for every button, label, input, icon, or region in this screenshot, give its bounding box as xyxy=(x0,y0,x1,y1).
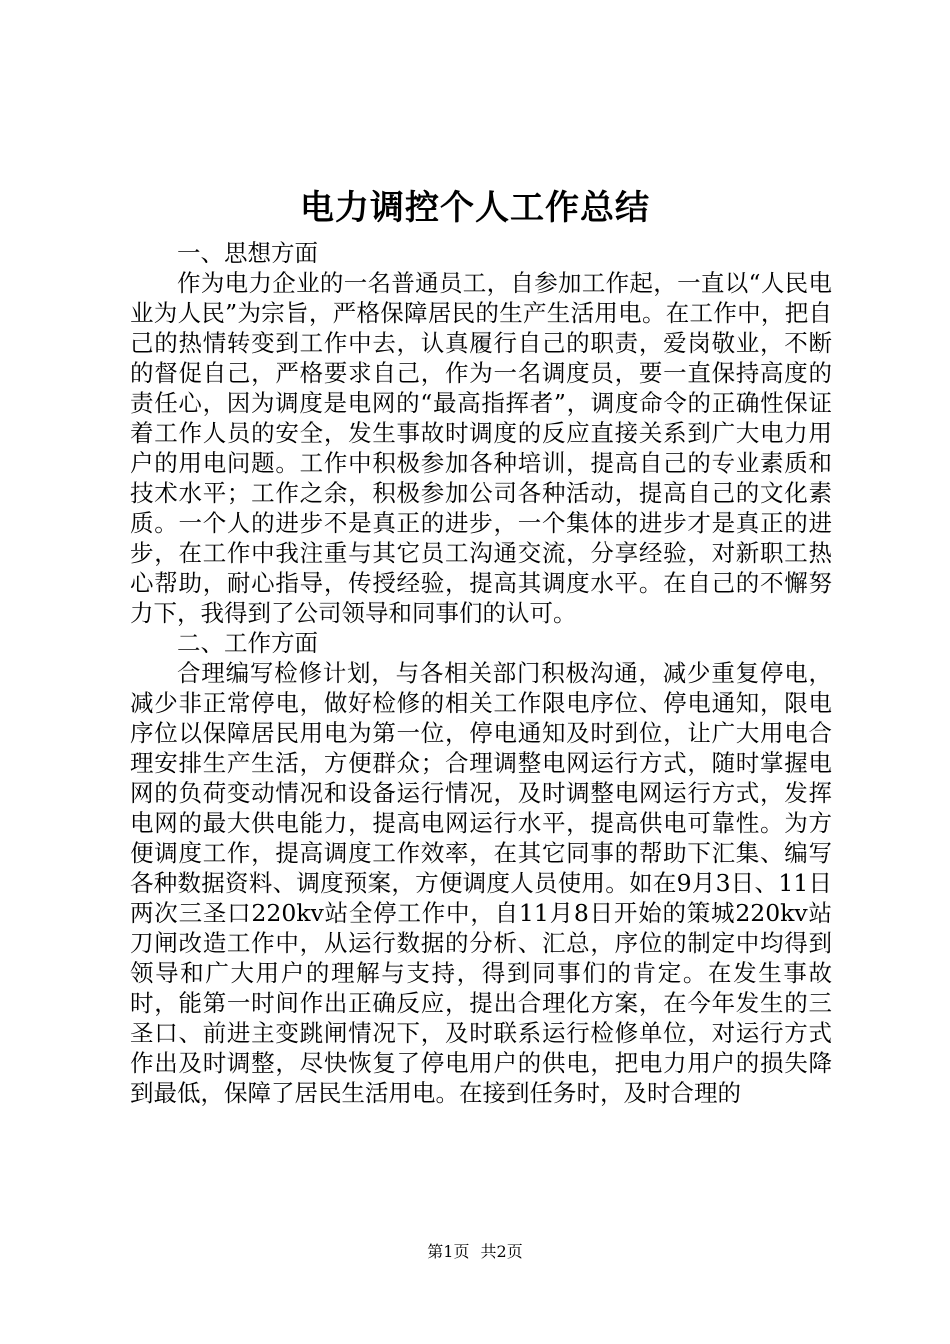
section-paragraph-work: 合理编写检修计划，与各相关部门积极沟通，减少重复停电，减少非正常停电，做好检修的相关工作限电序位、停电通知，限电序位以保障居民用电为第一位，停电通知及时到位，让广大用电合理安排生产生活，方便群众；合理调整电网运行方式，随时掌握电网的负荷变动情况和设备运行情况，及时调整电网运行方式，发挥电网的最大供电能力，提高电网运行水平，提高供电可靠性。为方便调度工作，提高调度工作效率，在其它同事的帮助下汇集、编写各种数据资料、调度预案，方便调度人员使用。如在9月3日、11日两次三圣口220kv站全停工作中，自11月8日开始的策城220kv站刀闸改造工作中，从运行数据的分析、汇总，序位的制定中均得到领导和广大用户的理解与支持，得到同事们的肯定。在发生事故时，能第一时间作出正确反应，提出合理化方案，在今年发生的三圣口、前进主变跳闸情况下，及时联系运行检修单位，对运行方式作出及时调整，尽快恢复了停电用户的供电，把电力用户的损失降到最低，保障了居民生活用电。在接到任务时，及时合理的 xyxy=(130,659,832,1107)
document-body xyxy=(130,238,832,1108)
page-number-current: 第1页 xyxy=(427,1242,470,1261)
section-paragraph-thought: 作为电力企业的一名普通员工，自参加工作起，一直以“人民电业为人民”为宗旨，严格保障居民的生产生活用电。在工作中，把自己的热情转变到工作中去，认真履行自己的职责，爱岗敬业，不断的督促自己，严格要求自己，作为一名调度员，要一直保持高度的责任心，因为调度是电网的“最高指挥者”，调度命令的正确性保证着工作人员的安全，发生事故时调度的反应直接关系到广大电力用户的用电问题。工作中积极参加各种培训，提高自己的专业素质和技术水平；工作之余，积极参加公司各种活动，提高自己的文化素质。一个人的进步不是真正的进步，一个集体的进步才是真正的进步，在工作中我注重与其它员工沟通交流，分享经验，对新职工热心帮助，耐心指导，传授经验，提高其调度水平。在自己的不懈努力下，我得到了公司领导和同事们的认可。 xyxy=(130,269,832,627)
document-title: 电力调控个人工作总结 xyxy=(300,188,650,228)
section-heading-work: 二、工作方面 xyxy=(177,629,318,657)
page-footer xyxy=(0,1241,950,1263)
page-number-total: 共2页 xyxy=(480,1242,523,1261)
section-heading-thought: 一、思想方面 xyxy=(177,239,318,267)
